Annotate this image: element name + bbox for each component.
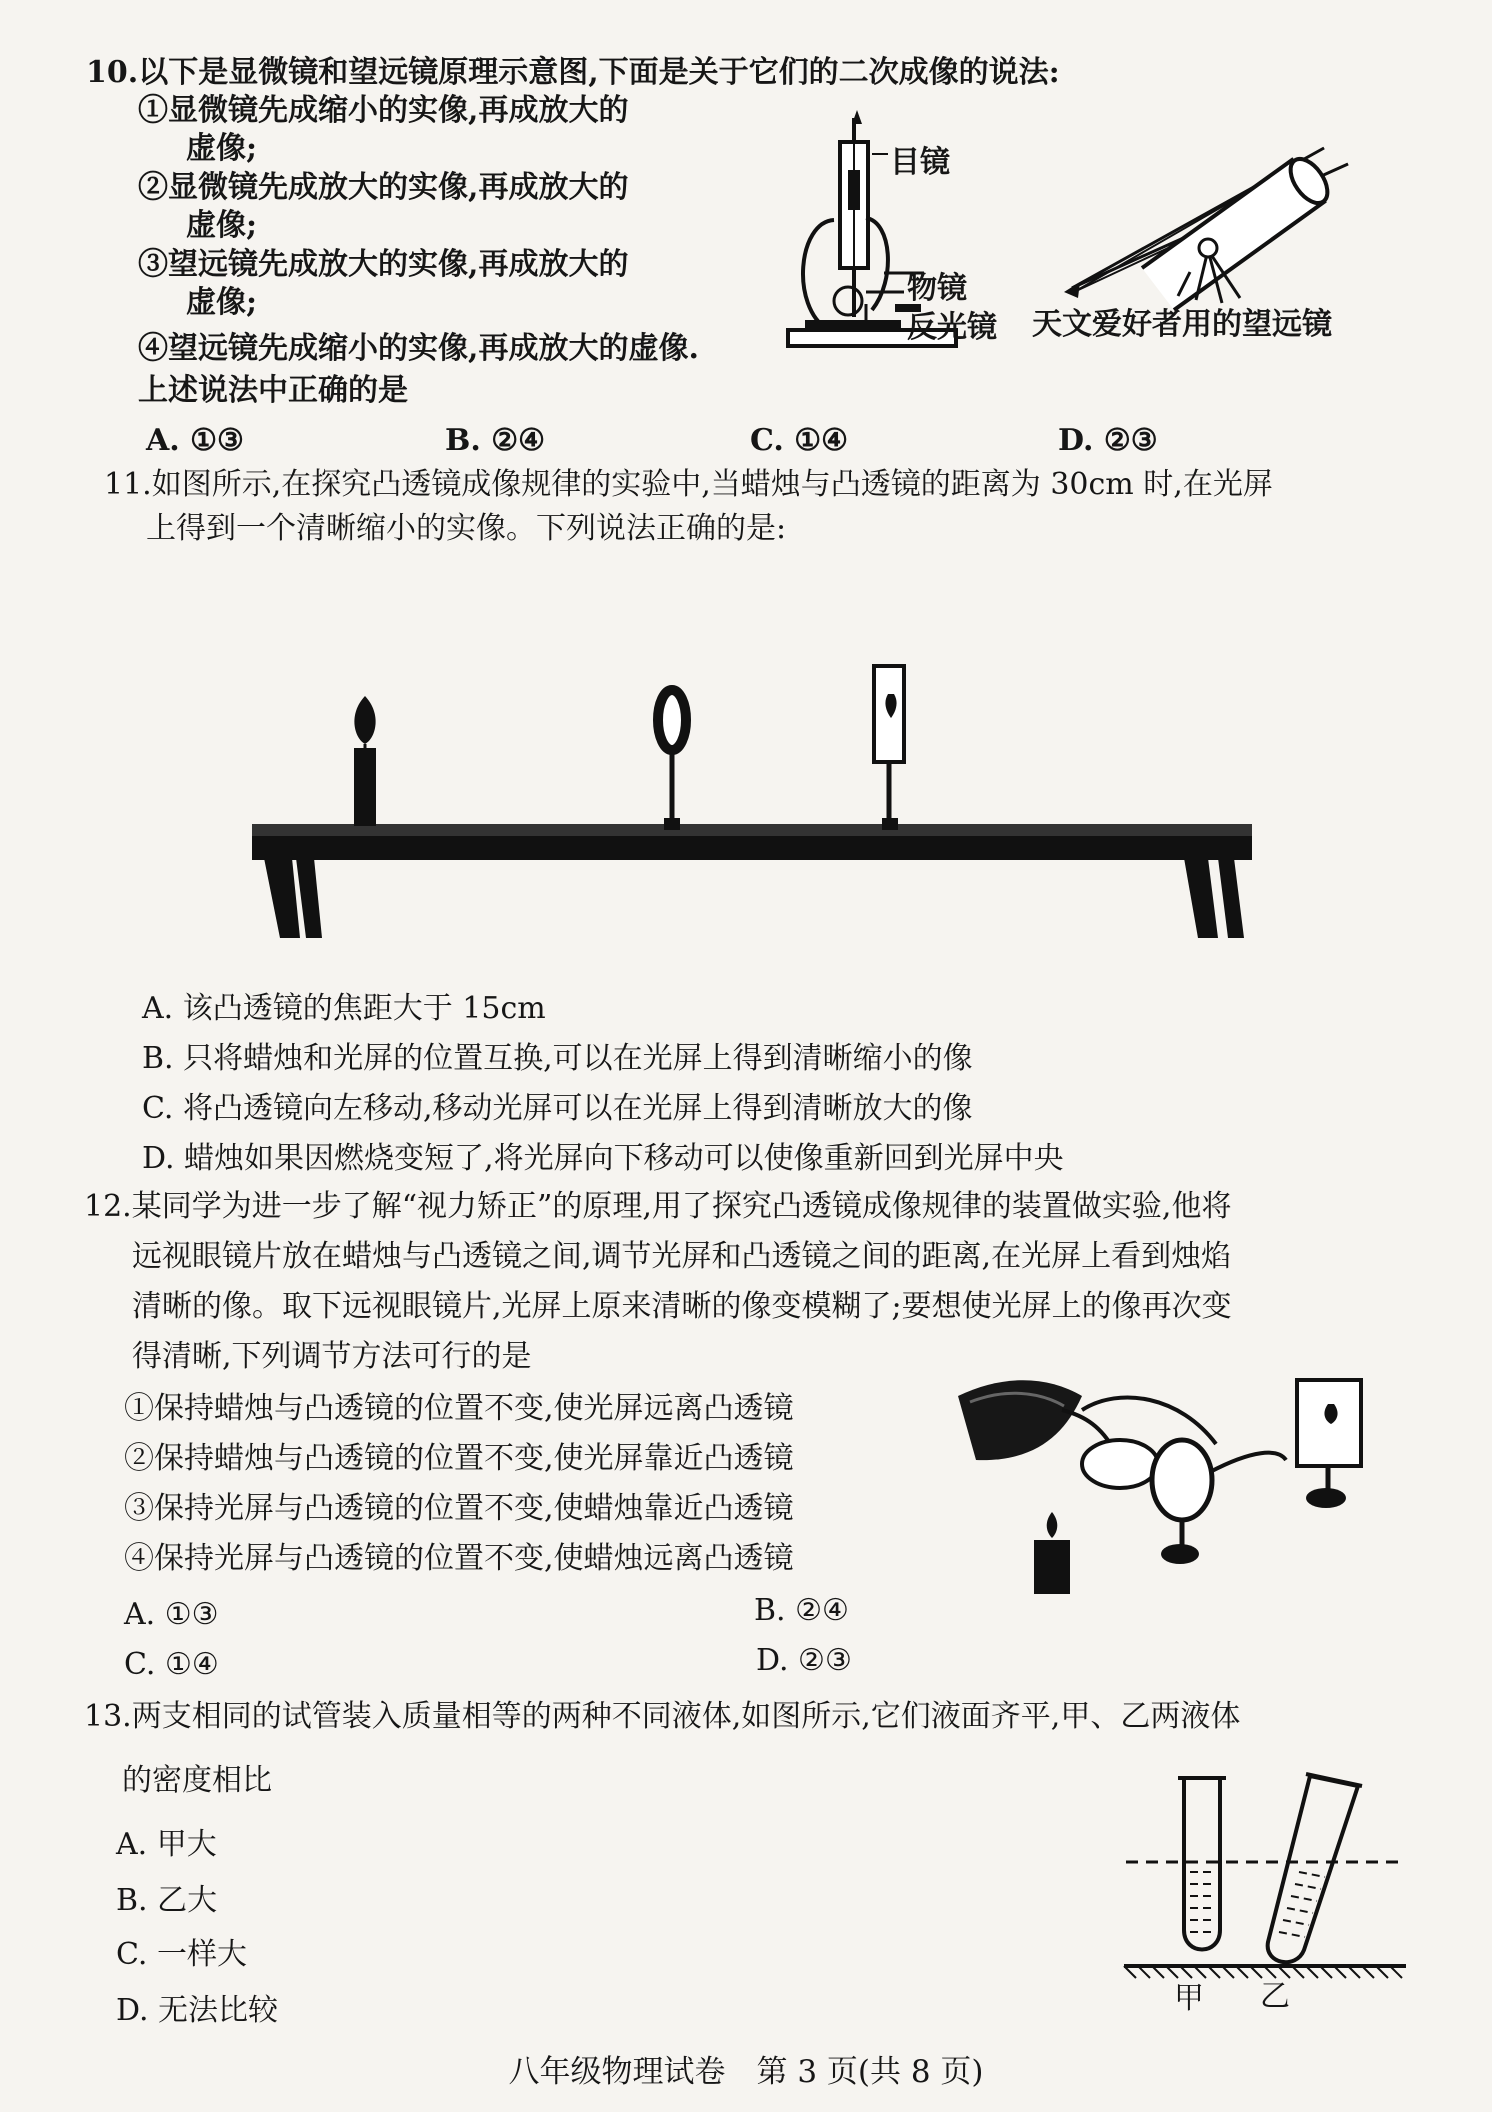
q12-option-a: A. ①③ (124, 1597, 219, 1632)
q10-option-d: D. ②③ (1058, 423, 1158, 458)
test-tube-right-label: 乙 (1260, 1979, 1290, 2014)
q12-item-1: ①保持蜡烛与凸透镜的位置不变,使光屏远离凸透镜 (124, 1391, 794, 1426)
q12-option-b: B. ②④ (754, 1593, 849, 1628)
eyepiece-label: 目镜 (890, 145, 950, 180)
objective-label: 物镜 (907, 271, 967, 306)
lens-bench-figure (250, 646, 1260, 946)
question-10-stem: 10.以下是显微镜和望远镜原理示意图,下面是关于它们的二次成像的说法: (86, 55, 1060, 90)
q13-option-c: C. 一样大 (116, 1937, 247, 1972)
q12-item-2: ②保持蜡烛与凸透镜的位置不变,使光屏靠近凸透镜 (124, 1441, 794, 1476)
q10-item-3: ③望远镜先成放大的实像,再成放大的 (138, 247, 629, 282)
q10-option-b: B. ②④ (445, 423, 546, 458)
q11-option-c: C. 将凸透镜向左移动,移动光屏可以在光屏上得到清晰放大的像 (142, 1091, 973, 1126)
reflector-label: 反光镜 (907, 310, 997, 345)
q10-item-4: ④望远镜先成缩小的实像,再成放大的虚像. (138, 331, 699, 366)
question-13-line-2: 的密度相比 (122, 1763, 272, 1798)
question-12-line-3: 清晰的像。取下远视眼镜片,光屏上原来清晰的像变模糊了;要想使光屏上的像再次变 (132, 1289, 1232, 1324)
q13-option-d: D. 无法比较 (116, 1993, 279, 2028)
q13-option-a: A. 甲大 (116, 1827, 217, 1862)
q12-item-4: ④保持光屏与凸透镜的位置不变,使蜡烛远离凸透镜 (124, 1541, 794, 1576)
question-12-line-4: 得清晰,下列调节方法可行的是 (132, 1339, 532, 1374)
q10-option-a: A. ①③ (146, 423, 244, 458)
test-tubes-figure (1120, 1760, 1410, 2010)
q10-item-2: ②显微镜先成放大的实像,再成放大的 (138, 170, 629, 205)
telescope-figure (1052, 140, 1372, 310)
question-11-line-1: 11.如图所示,在探究凸透镜成像规律的实验中,当蜡烛与凸透镜的距离为 30cm 时,在光屏 (104, 467, 1273, 502)
q13-option-b: B. 乙大 (116, 1883, 218, 1918)
q12-option-c: C. ①④ (124, 1647, 219, 1682)
question-13-line-1: 13.两支相同的试管装入质量相等的两种不同液体,如图所示,它们液面齐平,甲、乙两液体 (84, 1699, 1241, 1734)
q12-item-3: ③保持光屏与凸透镜的位置不变,使蜡烛靠近凸透镜 (124, 1491, 794, 1526)
q11-option-d: D. 蜡烛如果因燃烧变短了,将光屏向下移动可以使像重新回到光屏中央 (142, 1141, 1064, 1176)
q12-option-d: D. ②③ (756, 1643, 852, 1678)
question-12-line-1: 12.某同学为进一步了解“视力矫正”的原理,用了探究凸透镜成像规律的装置做实验,他将 (84, 1189, 1232, 1224)
vision-correction-figure (952, 1362, 1372, 1612)
q10-item-1: ①显微镜先成缩小的实像,再成放大的 (138, 93, 629, 128)
q10-item-2-cont: 虚像; (186, 208, 258, 243)
test-tube-left-label: 甲 (1174, 1981, 1204, 2016)
q10-item-3-cont: 虚像; (186, 285, 258, 320)
q11-option-b: B. 只将蜡烛和光屏的位置互换,可以在光屏上得到清晰缩小的像 (142, 1041, 973, 1076)
telescope-caption: 天文爱好者用的望远镜 (1032, 307, 1332, 342)
q10-option-c: C. ①④ (750, 423, 849, 458)
page-footer: 八年级物理试卷 第 3 页(共 8 页) (508, 2054, 984, 2090)
q10-item-question: 上述说法中正确的是 (138, 373, 408, 408)
question-12-line-2: 远视眼镜片放在蜡烛与凸透镜之间,调节光屏和凸透镜之间的距离,在光屏上看到烛焰 (132, 1239, 1232, 1274)
q11-option-a: A. 该凸透镜的焦距大于 15cm (142, 991, 546, 1026)
question-11-line-2: 上得到一个清晰缩小的实像。下列说法正确的是: (146, 511, 787, 546)
q10-item-1-cont: 虚像; (186, 131, 258, 166)
